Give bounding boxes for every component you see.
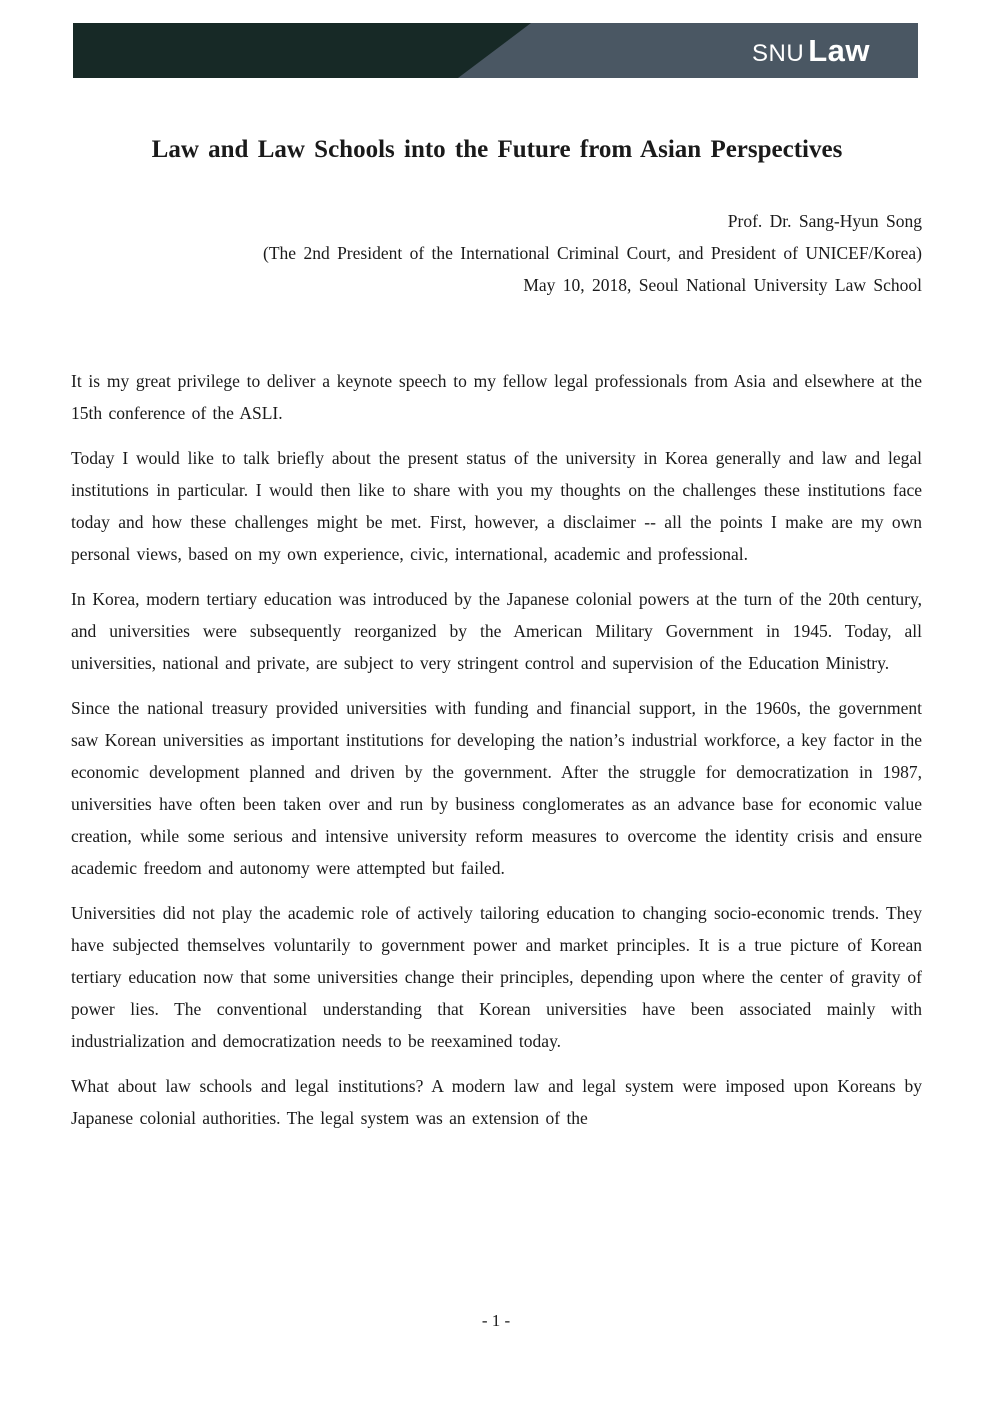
byline — [73, 205, 922, 301]
document-title: Law and Law Schools into the Future from Asian Perspectives — [151, 136, 843, 163]
header-banner — [73, 23, 918, 78]
logo-snu-text: SNU — [752, 40, 805, 67]
date-and-place: May 10, 2018, Seoul National University Law School — [523, 275, 922, 295]
paragraph: In Korea, modern tertiary education was introduced by the Japanese colonial powers at the turn of the 20th century, and universities were subsequently reorganized by the American Military Government in 1945. Today, all universities, national and private, are subject to very stringent control and supervision of the Education Ministry. — [71, 589, 922, 673]
logo-law-text: Law — [808, 33, 870, 68]
banner-dark-panel — [73, 23, 531, 78]
paragraph: It is my great privilege to deliver a keynote speech to my fellow legal professionals from Asia and elsewhere at the 15th conference of the ASLI. — [71, 371, 922, 423]
snu-law-logo — [752, 33, 870, 67]
page-number: - 1 - — [481, 1311, 511, 1330]
author-name: Prof. Dr. Sang-Hyun Song — [727, 211, 922, 231]
paragraph: Today I would like to talk briefly about the present status of the university in Korea generally and law and legal institutions in particular. I would then like to share with you my thoughts on the challenges these institutions face today and how these challenges might be met. First, however, a disclaimer -- all the points I make are my own personal views, based on my own experience, civic, international, academic and professional. — [71, 448, 922, 564]
paragraph: Universities did not play the academic role of actively tailoring education to changing socio-economic trends. They have subjected themselves voluntarily to government power and market principles. It is a true picture of Korean tertiary education now that some universities change their principles, depending upon where the center of gravity of power lies. The conventional understanding that Korean universities have been associated mainly with industrialization and democratization needs to be reexamined today. — [71, 903, 922, 1051]
paragraph: Since the national treasury provided universities with funding and financial support, in the 1960s, the government saw Korean universities as important institutions for developing the nation’s industrial workforce, a key factor in the economic development planned and driven by the government. After the struggle for democratization in 1987, universities have often been taken over and run by business conglomerates as an advance base for economic value creation, while some serious and intensive university reform measures to overcome the identity crisis and ensure academic freedom and autonomy were attempted but failed. — [71, 698, 922, 878]
paragraph: What about law schools and legal institutions? A modern law and legal system were imposed upon Koreans by Japanese colonial authorities. The legal system was an extension of the — [71, 1076, 922, 1128]
speech-body — [71, 365, 922, 1147]
author-affiliation: (The 2nd President of the International Criminal Court, and President of UNICEF/Korea) — [263, 243, 922, 263]
